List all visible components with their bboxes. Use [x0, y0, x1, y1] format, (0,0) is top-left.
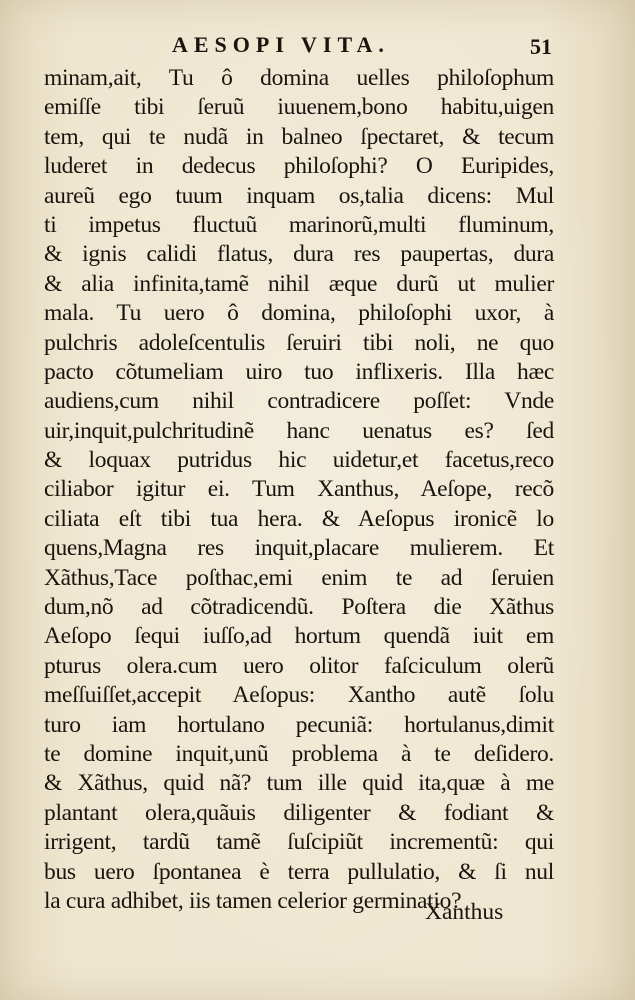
running-title: AESOPI VITA.	[172, 32, 390, 57]
text-line: turo iam hortulano pecuniã: hortulanus,dimit	[44, 711, 554, 738]
text-line: & ignis calidi flatus, dura res paupertas, dura	[44, 241, 554, 268]
text-line: mala. Tu uero ô domina, philoſophi uxor, à	[44, 300, 554, 327]
catchword: Xanthus	[425, 899, 504, 925]
running-head	[0, 32, 635, 62]
text-line: ti impetus fluctuũ marinorũ,multi fluminum,	[44, 211, 554, 238]
text-line: pulchris adoleſcentulis ſeruiri tibi noli, ne quo	[44, 329, 554, 356]
page-number: 51	[530, 34, 552, 59]
text-line: Xãthus,Tace poſthac,emi enim te ad ſeruien	[44, 564, 554, 591]
text-line: & Xãthus, quid nã? tum ille quid ita,quæ à me	[44, 770, 554, 797]
text-line: la cura adhibet, iis tamen celerior germinatio?	[44, 887, 462, 914]
text-line: ciliata eſt tibi tua hera. & Aeſopus ironicẽ lo	[44, 505, 554, 532]
text-line: pacto cõtumeliam uiro tuo inflixeris. Illa hæc	[44, 358, 554, 385]
text-line: uir,inquit,pulchritudinẽ hanc uenatus es? ſed	[44, 417, 554, 444]
text-line: Aeſopo ſequi iuſſo,ad hortum quendã iuit em	[44, 623, 554, 650]
text-line: aureũ ego tuum inquam os,talia dicens: Mul	[44, 182, 554, 209]
text-line: plantant olera,quãuis diligenter & fodiant &	[44, 799, 554, 826]
text-line: te domine inquit,unũ problema à te deſidero.	[44, 740, 554, 767]
text-line: ciliabor igitur ei. Tum Xanthus, Aeſope, recõ	[44, 476, 554, 503]
text-line: bus uero ſpontanea è terra pullulatio, & ſi nul	[44, 858, 554, 885]
text-line: irrigent, tardũ tamẽ ſuſcipiũt incrementũ: qui	[44, 829, 554, 856]
text-line: quens,Magna res inquit,placare mulierem. Et	[44, 535, 554, 562]
text-line: tem, qui te nudã in balneo ſpectaret, & tecum	[44, 123, 554, 150]
text-line: & loquax putridus hic uidetur,et facetus,reco	[44, 447, 554, 474]
text-line: dum,nõ ad cõtradicendũ. Poſtera die Xãthus	[44, 594, 554, 621]
text-line: emiſſe tibi ſeruũ iuuenem,bono habitu,uigen	[44, 94, 554, 121]
text-line: pturus olera.cum uero olitor faſciculum olerũ	[44, 652, 554, 679]
text-line: minam,ait, Tu ô domina uelles philoſophum	[44, 65, 554, 91]
text-line: audiens,cum nihil contradicere poſſet: Vnde	[44, 388, 554, 415]
text-line: luderet in dedecus philoſophi? O Euripides,	[44, 153, 554, 180]
body-text	[44, 64, 554, 916]
text-line: meſſuiſſet,accepit Aeſopus: Xantho autẽ ſolu	[44, 682, 554, 709]
text-line: & alia infinita,tamẽ nihil æque durũ ut mulier	[44, 270, 554, 297]
